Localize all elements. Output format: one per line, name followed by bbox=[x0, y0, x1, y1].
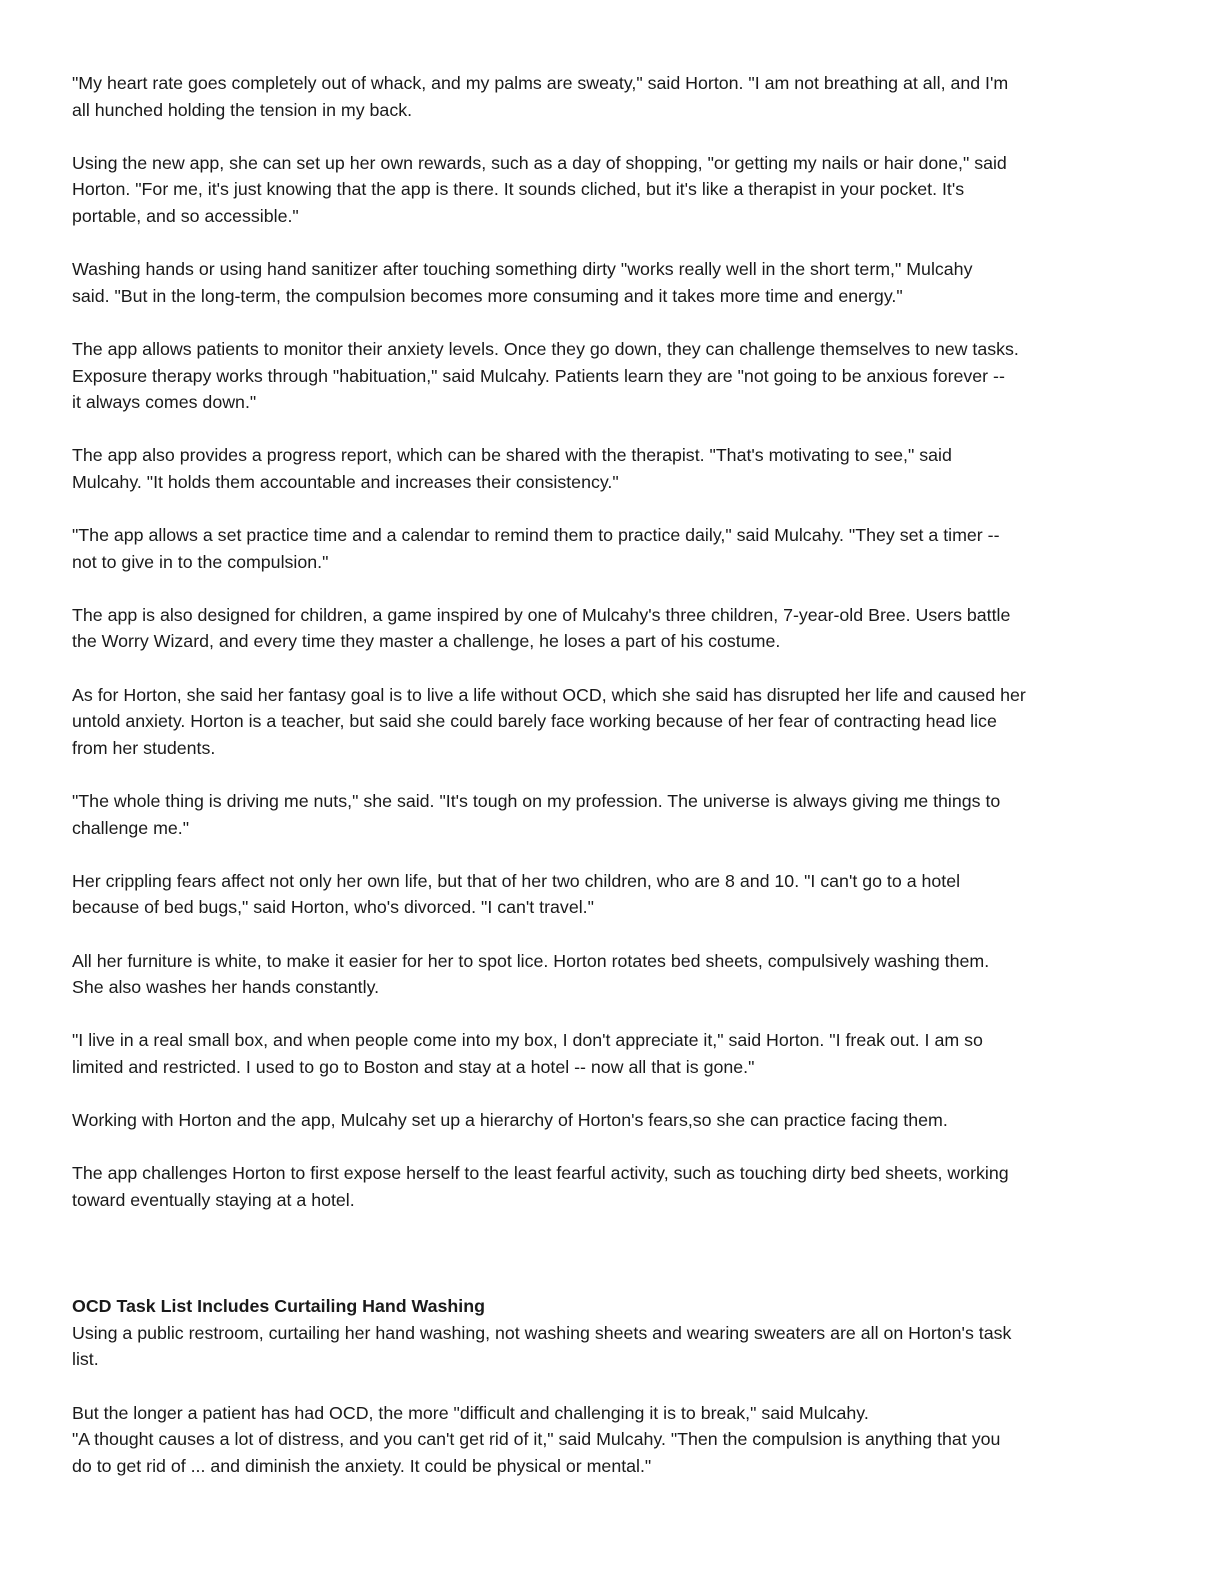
paragraph-practice-time: "The app allows a set practice time and a calendar to remind them to practice daily," said Mulcahy. "They set a timer -- not to give in to the compulsion." bbox=[72, 525, 1000, 572]
paragraph-white-furniture: All her furniture is white, to make it easier for her to spot lice. Horton rotates bed sheets, compulsively washing them. She also washes her hands constantly. bbox=[72, 950, 990, 998]
paragraph-hand-washing: Washing hands or using hand sanitizer after touching something dirty "works really well in the short term," Mulcahy said. "But in the long-term, the compulsion becomes more consuming and it takes more time and energy." bbox=[72, 259, 973, 306]
paragraph-task-list: Using a public restroom, curtailing her hand washing, not washing sheets and wearing sweaters are all on Horton's task list. bbox=[72, 1322, 1012, 1370]
section-spacer bbox=[72, 1214, 1147, 1267]
document-page bbox=[72, 70, 1147, 1479]
paragraph-children-game: The app is also designed for children, a game inspired by one of Mulcahy's three children, 7-year-old Bree. Users battle the Worry Wizard, and every time they master a challenge, he loses a part of his costume. bbox=[72, 604, 1011, 652]
paragraph-anxiety-levels: The app allows patients to monitor their anxiety levels. Once they go down, they can challenge themselves to new tasks. Exposure therapy works through "habituation," said Mulcahy. Patients learn they are "not going to be anxious forever -- it always comes down." bbox=[72, 338, 1019, 413]
section-heading: OCD Task List Includes Curtailing Hand Washing bbox=[72, 1296, 485, 1317]
paragraph-thought-distress: "A thought causes a lot of distress, and you can't get rid of it," said Mulcahy. "Then the compulsion is anything that you do to get rid of ... and diminish the anxiety. It could be physical or mental." bbox=[72, 1429, 1001, 1476]
paragraph-crippling-fears: Her crippling fears affect not only her own life, but that of her two children, who are 8 and 10. "I can't go to a hotel because of bed bugs," said Horton, who's divorced. "I can't travel." bbox=[72, 870, 961, 918]
paragraph-least-fearful: The app challenges Horton to first expose herself to the least fearful activity, such as touching dirty bed sheets, working toward eventually staying at a hotel. bbox=[72, 1163, 1009, 1210]
paragraph-small-box: "I live in a real small box, and when people come into my box, I don't appreciate it," said Horton. "I freak out. I am so limited and restricted. I used to go to Boston and stay at a hotel -- now all that is gone." bbox=[72, 1030, 983, 1077]
paragraph-progress-report: The app also provides a progress report, which can be shared with the therapist. "That's motivating to see," said Mulcahy. "It holds them accountable and increases their consistency." bbox=[72, 445, 952, 492]
paragraph-hierarchy: Working with Horton and the app, Mulcahy set up a hierarchy of Horton's fears,so she can practice facing them. bbox=[72, 1110, 948, 1131]
section-spacer-extra bbox=[72, 1267, 1147, 1294]
paragraph-longer-ocd: But the longer a patient has had OCD, the more "difficult and challenging it is to break," said Mulcahy. bbox=[72, 1402, 869, 1423]
paragraph-fantasy-goal: As for Horton, she said her fantasy goal is to live a life without OCD, which she said has disrupted her life and caused her untold anxiety. Horton is a teacher, but said she could barely face working because of her fear of contracting head lice from her students. bbox=[72, 684, 1026, 758]
paragraph-rewards: Using the new app, she can set up her own rewards, such as a day of shopping, "or getting my nails or hair done," said Horton. "For me, it's just knowing that the app is there. It sounds cliched, but it's like a therapist in your pocket. It's portable, and so accessible." bbox=[72, 152, 1007, 226]
paragraph-driving-nuts: "The whole thing is driving me nuts," she said. "It's tough on my profession. The universe is always giving me things to challenge me." bbox=[72, 791, 1001, 838]
paragraph-heart-rate: "My heart rate goes completely out of whack, and my palms are sweaty," said Horton. "I am not breathing at all, and I'm all hunched holding the tension in my back. bbox=[72, 73, 1009, 120]
